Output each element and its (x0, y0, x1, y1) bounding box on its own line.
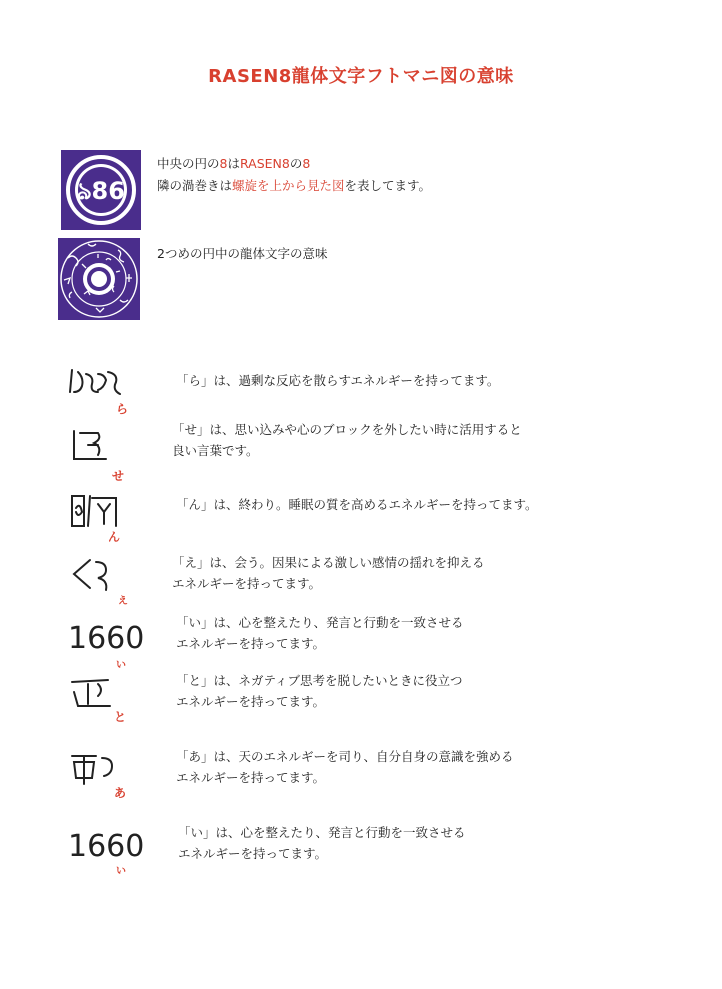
intro-text-1 (157, 153, 431, 197)
kana-label-ra: ら (116, 402, 129, 416)
svg-text:1660: 1660 (68, 621, 144, 656)
char-desc-i: 「い」は、心を整えたり、発言と行動を一致させる エネルギーを持ってます。 (176, 615, 464, 651)
char-row-se (64, 415, 664, 485)
futomani-diagram-logo (58, 238, 140, 320)
kana-label-i: い (116, 660, 126, 671)
char-desc-ra: 「ら」は、過剰な反応を散らすエネルギーを持ってます。 (176, 373, 500, 388)
char-row-to (64, 670, 664, 730)
kana-label-to: と (114, 710, 127, 724)
char-desc-n: 「ん」は、終わり。睡眠の質を高めるエネルギーを持ってます。 (176, 497, 538, 512)
char-row-i (64, 612, 664, 670)
ryutai-glyph-to-icon (64, 670, 144, 740)
char-row-e (64, 548, 664, 608)
ryutai-glyph-n-icon (64, 486, 144, 556)
char-desc-se: 「せ」は、思い込みや心のブロックを外したい時に活用すると 良い言葉です。 (172, 422, 522, 458)
char-row-i-2 (64, 820, 664, 880)
intro-line-1: 中央の円の8はRASEN8の8 (157, 156, 311, 171)
svg-text:1660: 1660 (68, 829, 144, 864)
kana-label-e: え (118, 596, 128, 607)
char-row-ra (64, 362, 664, 422)
ryutai-glyph-a-icon (64, 744, 144, 814)
rasen8-logo (61, 150, 141, 230)
char-desc-a: 「あ」は、天のエネルギーを司り、自分自身の意識を強める エネルギーを持ってます。 (176, 749, 514, 785)
intro-line-2: 隣の渦巻きは螺旋を上から見た図を表してます。 (157, 178, 432, 193)
page-title: RASEN8龍体文字フトマニ図の意味 (208, 66, 514, 87)
intro-text-2: 2つめの円中の龍体文字の意味 (157, 246, 328, 261)
char-row-a (64, 744, 664, 804)
char-row-n (64, 486, 664, 546)
char-desc-i-2: 「い」は、心を整えたり、発言と行動を一致させる エネルギーを持ってます。 (178, 825, 466, 861)
kana-label-i-2: い (116, 866, 126, 877)
kana-label-a: あ (114, 786, 127, 800)
ryutai-glyph-se-icon (64, 415, 144, 485)
kana-label-n: ん (108, 530, 121, 544)
ryutai-glyph-i-2-icon (64, 820, 144, 890)
svg-text:ঌ86: ঌ86 (77, 177, 125, 205)
kana-label-se: せ (112, 469, 125, 483)
char-desc-to: 「と」は、ネガティブ思考を脱したいときに役立つ エネルギーを持ってます。 (176, 673, 463, 709)
ryutai-glyph-e-icon (64, 548, 144, 618)
char-desc-e: 「え」は、会う。因果による激しい感情の揺れを抑える エネルギーを持ってます。 (172, 555, 485, 591)
